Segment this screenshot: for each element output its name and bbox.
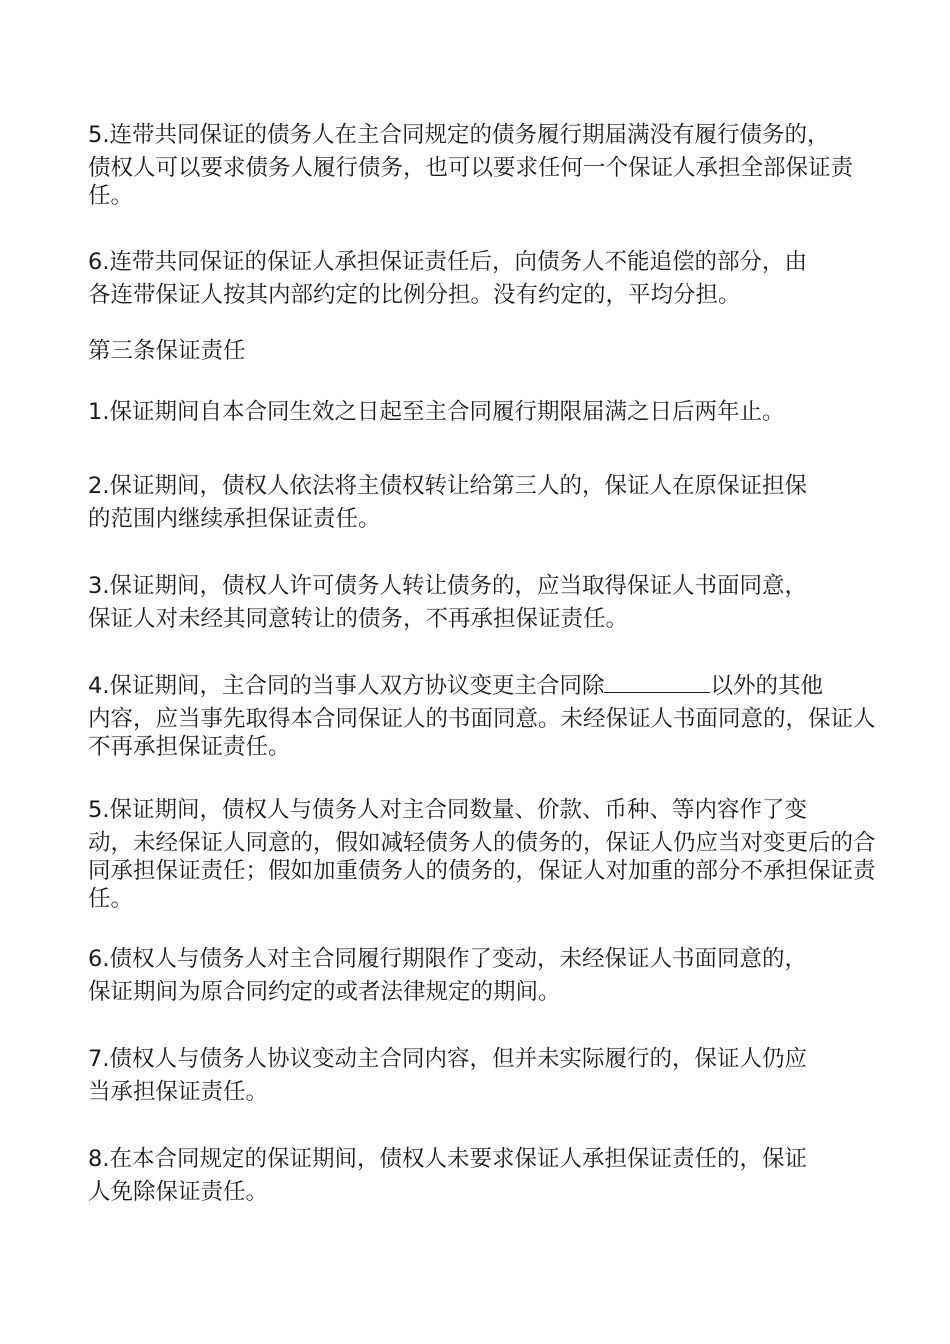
section-heading [88,337,878,370]
paragraph-line: 人免除保证责任。 [88,1179,269,1205]
paragraph-line: 6.债权人与债务人对主合同履行期限作了变动，未经保证人书面同意的， [88,946,807,972]
paragraph-line: 7.债权人与债务人协议变动主合同内容，但并未实际履行的，保证人仍应 [88,1046,807,1072]
paragraph-clause-4 [88,672,878,761]
paragraph-clause-3 [88,572,878,633]
paragraph-clause-7 [88,1045,878,1106]
paragraph-line: 5.连带共同保证的债务人在主合同规定的债务履行期届满没有履行债务的， [88,122,830,148]
paragraph-line: 8.在本合同规定的保证期间，债权人未要求保证人承担保证责任的，保证 [88,1146,807,1172]
paragraph-line: 6.连带共同保证的保证人承担保证责任后，向债务人不能追偿的部分，由 [88,249,807,275]
line-text-before-blank: 4.保证期间，主合同的当事人双方协议变更主合同除 [88,673,605,699]
paragraph-line: 5.保证期间，债权人与债务人对主合同数量、价款、币种、等内容作了变 [88,797,807,823]
paragraph-line: 3.保证期间，债权人许可债务人转让债务的，应当取得保证人书面同意， [88,573,807,599]
heading-text: 第三条保证责任 [88,338,246,364]
paragraph-clause-5 [88,796,878,913]
paragraph-line: 动，未经保证人同意的，假如减轻债务人的债务的，保证人仍应当对变更后的合同承担保证责任；假如加重债务人的债务的，保证人对加重的部分不承担保证责任。 [88,830,876,912]
paragraph-joint-guarantee-5 [88,121,878,210]
paragraph-line: 债权人可以要求债务人履行债务，也可以要求任何一个保证人承担全部保证责任。 [88,155,854,209]
paragraph-line: 2.保证期间，债权人依法将主债权转让给第三人的，保证人在原保证担保 [88,473,807,499]
paragraph-line: 1.保证期间自本合同生效之日起至主合同履行期限届满之日后两年止。 [88,399,785,425]
line-text-after-blank: 以外的其他 [710,673,823,699]
paragraph-clause-2 [88,472,878,533]
fill-in-blank [604,674,710,693]
paragraph-line: 保证期间为原合同约定的或者法律规定的期间。 [88,979,561,1005]
paragraph-line: 保证人对未经其同意转让的债务，不再承担保证责任。 [88,606,629,632]
paragraph-line [88,672,878,700]
paragraph-joint-guarantee-6 [88,248,878,309]
paragraph-clause-1 [88,398,878,431]
paragraph-line: 当承担保证责任。 [88,1079,269,1105]
paragraph-line: 内容，应当事先取得本合同保证人的书面同意。未经保证人书面同意的，保证人不再承担保证责任。 [88,706,876,760]
paragraph-clause-8 [88,1145,878,1206]
paragraph-line: 各连带保证人按其内部约定的比例分担。没有约定的，平均分担。 [88,282,741,308]
paragraph-clause-6 [88,945,878,1006]
paragraph-line: 的范围内继续承担保证责任。 [88,506,381,532]
